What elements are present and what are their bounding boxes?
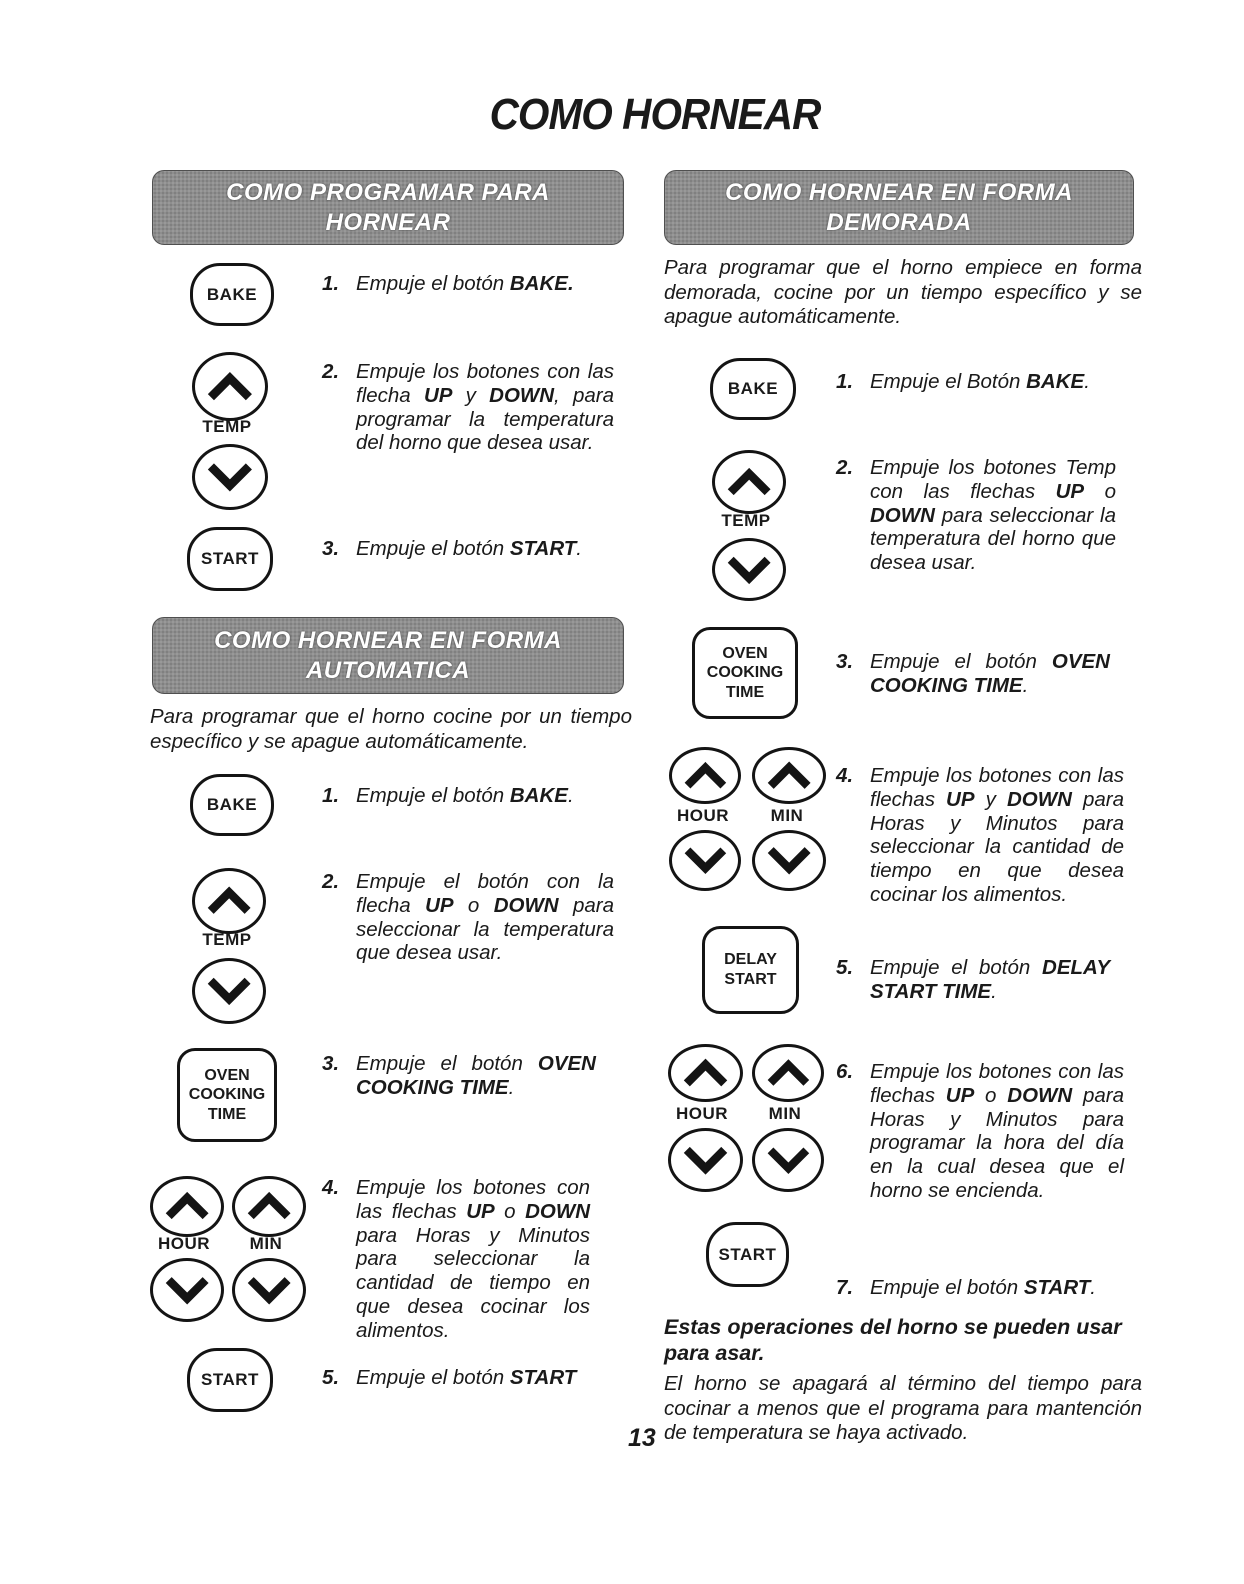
step-text: Empuje el botón START. <box>870 1276 1096 1299</box>
step-item <box>322 784 646 808</box>
bake-button: BAKE <box>710 358 796 420</box>
up-arrow-icon <box>204 881 254 921</box>
temp-label: TEMP <box>202 930 252 949</box>
down-arrow-icon <box>764 842 814 878</box>
start-button: START <box>706 1222 789 1287</box>
temp-down-button <box>712 538 786 601</box>
step-text: Empuje el botón START <box>356 1366 577 1389</box>
hour-down-button <box>668 1128 743 1192</box>
min-label: MIN <box>770 806 804 825</box>
step-number: 3. <box>836 650 854 673</box>
down-arrow-icon <box>764 1141 813 1179</box>
temp-down-button <box>192 958 266 1024</box>
step-number: 3. <box>322 1052 340 1075</box>
down-arrow-icon <box>681 842 730 878</box>
step-number: 5. <box>322 1366 340 1389</box>
step-number: 1. <box>836 370 854 393</box>
hour-down-button <box>669 830 741 891</box>
step-number: 2. <box>322 870 340 893</box>
down-arrow-icon <box>162 1271 212 1309</box>
step-item <box>322 272 646 296</box>
step-item <box>322 1052 596 1100</box>
step-text: Empuje los botones Temp con las flechas UP o DOWN para seleccionar la temperatura del horno que desea usar. <box>870 456 1116 575</box>
step-text: Empuje el botón START. <box>356 537 582 560</box>
step-item <box>322 1366 646 1390</box>
step-text: Empuje el botón con la flecha UP o DOWN para seleccionar la temperatura que desea usar. <box>356 870 615 965</box>
step-number: 7. <box>836 1276 854 1299</box>
hour-label: HOUR <box>675 1104 729 1123</box>
step-number: 4. <box>322 1176 340 1199</box>
min-label: MIN <box>249 1234 283 1253</box>
step-text: Empuje los botones con las flecha UP y DOWN, para programar la temperatura del horno que desea usar. <box>356 360 614 455</box>
step-number: 1. <box>322 784 340 807</box>
step-text: Empuje los botones con las flechas UP y DOWN para Horas y Minutos para seleccionar la cantidad de tiempo en que desea cocinar los alimentos. <box>870 764 1124 906</box>
section-intro: Para programar que el horno empiece en forma demorada, cocine por un tiempo específico y se apague automáticamente. <box>664 256 1142 329</box>
down-arrow-icon <box>204 971 254 1011</box>
bake-button: BAKE <box>190 774 274 836</box>
bake-button: BAKE <box>190 263 274 326</box>
step-text: Empuje el botón BAKE. <box>356 784 574 807</box>
up-arrow-icon <box>764 759 814 793</box>
step-number: 1. <box>322 272 340 295</box>
step-text: Empuje el botón OVEN COOKING TIME. <box>870 650 1110 697</box>
up-arrow-icon <box>204 366 256 408</box>
min-down-button <box>752 1128 824 1192</box>
min-label: MIN <box>768 1104 802 1123</box>
step-item <box>322 870 614 965</box>
min-up-button <box>752 1044 824 1102</box>
step-text: Empuje el botón BAKE. <box>356 272 574 295</box>
step-number: 2. <box>322 360 340 383</box>
up-arrow-icon <box>764 1056 813 1090</box>
down-arrow-icon <box>204 457 256 497</box>
oven-cooking-time-button: OVEN COOKING TIME <box>692 627 798 719</box>
min-down-button <box>752 830 826 891</box>
step-number: 3. <box>322 537 340 560</box>
step-item <box>836 370 1160 394</box>
step-number: 6. <box>836 1060 854 1083</box>
temp-up-button <box>192 352 268 421</box>
min-up-button <box>232 1176 306 1237</box>
step-text: Empuje los botones con las flechas UP o DOWN para Horas y Minutos para seleccionar la cantidad de tiempo en que desea cocinar los alimentos. <box>356 1176 590 1342</box>
min-down-button <box>232 1258 306 1322</box>
step-number: 2. <box>836 456 854 479</box>
section-intro: Para programar que el horno cocine por un tiempo específico y se apague automáticamente. <box>150 705 632 753</box>
step-text: Empuje los botones con las flechas UP o DOWN para Horas y Minutos para programar la hora del día en la cual desea que el horno se encienda. <box>870 1060 1125 1202</box>
page-title: COMO HORNEAR <box>489 90 821 139</box>
down-arrow-icon <box>680 1141 731 1179</box>
up-arrow-icon <box>681 759 730 793</box>
step-item <box>836 764 1124 907</box>
step-item <box>322 360 614 455</box>
page-number: 13 <box>628 1424 656 1452</box>
step-item <box>836 1276 1160 1300</box>
hour-up-button <box>150 1176 224 1237</box>
hour-label: HOUR <box>676 806 730 825</box>
section-header-programar-para-hornear: COMO PROGRAMAR PARA HORNEAR <box>152 170 624 245</box>
hour-up-button <box>668 1044 743 1102</box>
step-item <box>836 956 1110 1004</box>
hour-down-button <box>150 1258 224 1322</box>
step-text: Empuje el botón DELAY START TIME. <box>870 956 1110 1003</box>
step-item <box>322 537 646 561</box>
up-arrow-icon <box>162 1188 212 1224</box>
delay-start-button: DELAY START <box>702 926 799 1014</box>
temp-up-button <box>192 868 266 934</box>
step-item <box>322 1176 590 1342</box>
down-arrow-icon <box>244 1271 294 1309</box>
start-button: START <box>187 1348 273 1412</box>
temp-label: TEMP <box>202 417 252 436</box>
step-number: 4. <box>836 764 854 787</box>
step-number: 5. <box>836 956 854 979</box>
step-text: Empuje el botón OVEN COOKING TIME. <box>356 1052 596 1099</box>
up-arrow-icon <box>244 1188 294 1224</box>
oven-cooking-time-button: OVEN COOKING TIME <box>177 1048 277 1142</box>
temp-label: TEMP <box>721 511 771 530</box>
hour-up-button <box>669 747 741 804</box>
section-header-hornear-automatica: COMO HORNEAR EN FORMA AUTOMATICA <box>152 617 624 694</box>
broil-note-heading: Estas operaciones del horno se pueden usar para asar. <box>664 1315 1122 1366</box>
step-item <box>836 1060 1124 1203</box>
min-up-button <box>752 747 826 804</box>
down-arrow-icon <box>724 551 774 589</box>
step-item <box>836 456 1116 575</box>
section-header-hornear-demorada: COMO HORNEAR EN FORMA DEMORADA <box>664 170 1134 245</box>
start-button: START <box>187 527 273 591</box>
temp-up-button <box>712 450 786 514</box>
temp-down-button <box>192 444 268 510</box>
up-arrow-icon <box>680 1056 731 1090</box>
shutoff-note: El horno se apagará al término del tiempo para cocinar a menos que el programa para mantención de temperatura se haya activado. <box>664 1372 1142 1445</box>
up-arrow-icon <box>724 463 774 501</box>
step-text: Empuje el Botón BAKE. <box>870 370 1090 393</box>
step-item <box>836 650 1110 698</box>
hour-label: HOUR <box>157 1234 211 1253</box>
